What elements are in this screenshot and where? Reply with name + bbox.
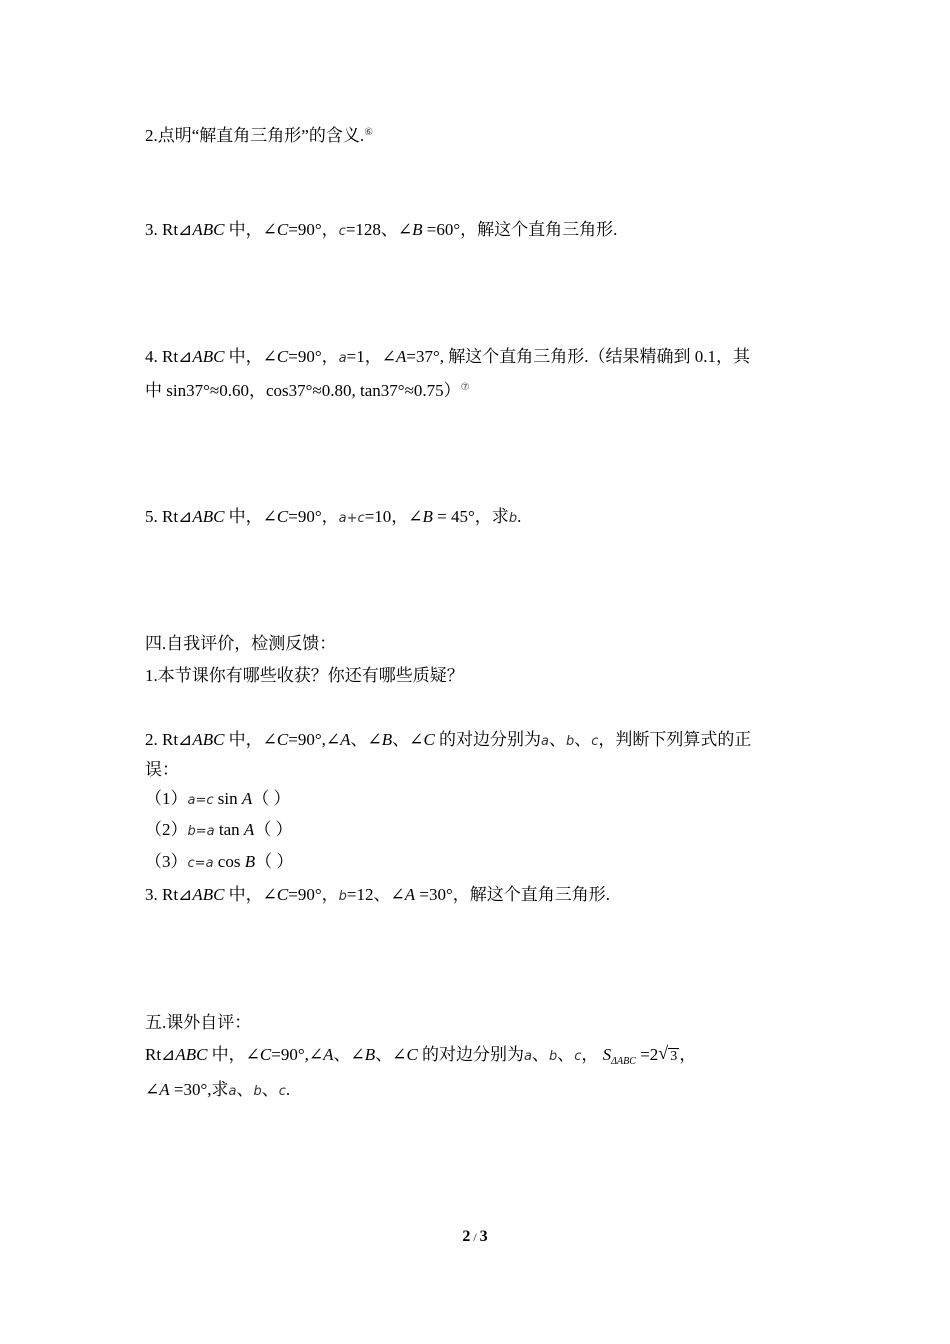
q3-mid3: =12、∠: [346, 885, 405, 904]
judge-2-num: （2）: [145, 820, 188, 839]
item-5-mid4: = 45°，求: [432, 507, 509, 526]
item-4-prefix: 4. Rt⊿: [145, 347, 193, 366]
item-2-text: 2.点明“解直角三角形”的含义.: [145, 126, 365, 145]
judge-item-1: [145, 787, 291, 813]
item-5-mid3: =10，∠: [364, 507, 423, 526]
item-4-var-a: a: [338, 351, 347, 366]
s5-var-c: c: [574, 1049, 582, 1064]
item-4-line-1: [145, 345, 750, 371]
item-4-mid3: =1，∠: [346, 347, 396, 366]
s5-mid3: 、∠: [333, 1045, 365, 1064]
item-4-triangle: ABC: [192, 347, 225, 366]
item-3-mid2: =90°，: [288, 220, 339, 239]
s5l2-var-b: b: [253, 1084, 262, 1099]
s5l2-var-a: a: [228, 1084, 237, 1099]
judge-1-rhs: c: [206, 793, 214, 808]
judge-3-fn: cos: [213, 852, 245, 871]
judge-1-eq: =: [195, 793, 207, 808]
section-4-q2-line-2: 误：: [145, 760, 179, 779]
s5-area-symbol: S: [602, 1045, 612, 1064]
s5-area-subscript: ΔABC: [611, 1056, 636, 1067]
q3-var-b: b: [338, 889, 347, 904]
item-3-angle-b: B: [412, 220, 423, 239]
item-3-suffix: =60°，解这个直角三角形.: [422, 220, 618, 239]
q3-prefix: 3. Rt⊿: [145, 885, 193, 904]
section-4-q2-line-1: [145, 728, 751, 754]
judge-1-fn: sin: [213, 789, 242, 808]
q2-sep2: 、: [574, 730, 592, 749]
judge-item-3: [145, 850, 293, 876]
q3-angle-a: A: [404, 885, 416, 904]
judge-1-lhs: a: [187, 793, 196, 808]
judge-2-lhs: b: [187, 824, 196, 839]
q2-sep1: 、: [549, 730, 566, 749]
footnote-marker-6: ⑥: [364, 127, 374, 138]
s5-angle-c: C: [259, 1045, 272, 1064]
item-3-triangle: ABC: [192, 220, 225, 239]
item-3: [145, 218, 617, 244]
s5l2-var-c: c: [278, 1084, 286, 1099]
s5-mid4: 、∠: [375, 1045, 407, 1064]
judge-1-answer-blank: （ ）: [252, 789, 291, 808]
s5-mid6: ，: [581, 1045, 603, 1064]
sqrt-radicand: 3: [670, 1049, 678, 1064]
q3-suffix: =30°，解这个直角三角形.: [415, 885, 611, 904]
judge-2-fn: tan: [214, 820, 244, 839]
s5-var-b: b: [549, 1049, 558, 1064]
q2-angle-b: B: [381, 730, 393, 749]
s5-mid2: =90°,∠: [271, 1045, 324, 1064]
q2-var-b: b: [566, 734, 575, 749]
item-5-var-c: c: [357, 511, 365, 526]
item-5-suffix: .: [517, 507, 522, 526]
item-4-line-2-text: 中 sin37°≈0.60，cos37°≈0.80, tan37°≈0.75）: [145, 381, 461, 400]
judge-2-arg: A: [243, 820, 255, 839]
q2-angle-c: C: [276, 730, 289, 749]
s5-triangle: ABC: [175, 1045, 208, 1064]
judge-3-answer-blank: （ ）: [255, 852, 294, 871]
judge-item-2: [145, 818, 293, 844]
footnote-marker-7: ⑦: [460, 382, 470, 393]
s5-sep2: 、: [557, 1045, 575, 1064]
s5-angle-b: B: [364, 1045, 376, 1064]
q3-mid2: =90°，: [288, 885, 339, 904]
section-5-line-1: [145, 1043, 696, 1074]
s5l2-sep1: 、: [236, 1080, 254, 1099]
s5l2-angle-a: A: [159, 1080, 170, 1099]
section-4-q3: [145, 883, 610, 909]
q2-mid5: 的对边分别为: [434, 730, 542, 749]
judge-3-rhs: a: [205, 856, 214, 871]
item-3-var-c: c: [338, 224, 346, 239]
q2-angle-a: A: [340, 730, 351, 749]
judge-3-eq: =: [194, 856, 206, 871]
s5l2-prefix: ∠: [145, 1080, 160, 1099]
q2-suffix: ，判断下列算式的正: [598, 730, 752, 749]
q2-prefix: 2. Rt⊿: [145, 730, 193, 749]
item-5-prefix: 5. Rt⊿: [145, 507, 193, 526]
s5-eq: =2: [635, 1045, 659, 1064]
q2-mid1: 中，∠: [224, 730, 277, 749]
item-3-prefix: 3. Rt⊿: [145, 220, 193, 239]
judge-2-eq: =: [195, 824, 207, 839]
page-total: 3: [479, 1228, 488, 1245]
item-4-mid2: =90°，: [288, 347, 339, 366]
s5-prefix: Rt⊿: [145, 1045, 176, 1064]
judge-3-lhs: c: [187, 856, 195, 871]
section-5-line-2: [145, 1078, 290, 1104]
judge-1-num: （1）: [145, 789, 188, 808]
q2-var-c: c: [591, 734, 599, 749]
q3-mid1: 中，∠: [224, 885, 277, 904]
judge-1-arg: A: [241, 789, 253, 808]
q3-angle-c: C: [276, 885, 289, 904]
q2-var-a: a: [541, 734, 549, 749]
section-4-q1: 1.本节课你有哪些收获？你还有哪些质疑？: [145, 666, 464, 685]
item-5: [145, 505, 521, 531]
item-3-mid3: =128、∠: [345, 220, 413, 239]
item-2: [145, 121, 373, 148]
item-5-angle-c: C: [276, 507, 289, 526]
s5l2-sep2: 、: [261, 1080, 279, 1099]
item-4-mid1: 中，∠: [224, 347, 277, 366]
judge-2-rhs: a: [206, 824, 215, 839]
q2-mid3: 、∠: [350, 730, 382, 749]
s5-angle-c2: C: [406, 1045, 418, 1064]
q2-triangle: ABC: [192, 730, 225, 749]
item-5-var-a: a: [338, 511, 347, 526]
item-4-suffix: =37°, 解这个直角三角形.（结果精确到 0.1，其: [406, 347, 750, 366]
section-5-heading: 五.课外自评：: [145, 1013, 252, 1032]
item-5-mid2: =90°，: [288, 507, 339, 526]
s5l2-suffix: .: [285, 1080, 291, 1099]
s5-var-a: a: [524, 1049, 532, 1064]
sqrt-symbol: √ 3: [658, 1043, 678, 1064]
item-3-angle-c: C: [276, 220, 289, 239]
item-4-angle-c: C: [276, 347, 289, 366]
q2-mid4: 、∠: [392, 730, 424, 749]
item-5-plus: +: [346, 511, 358, 526]
s5-angle-a: A: [323, 1045, 334, 1064]
q3-triangle: ABC: [192, 885, 225, 904]
item-4-line-2: [145, 376, 470, 403]
judge-2-answer-blank: （ ）: [254, 820, 293, 839]
s5-mid5: 的对边分别为: [417, 1045, 525, 1064]
page-current: 2: [462, 1228, 471, 1245]
item-5-mid1: 中，∠: [224, 507, 277, 526]
s5-suffix: ，: [679, 1045, 697, 1064]
item-4-angle-a: A: [395, 347, 407, 366]
section-4-heading: 四.自我评价，检测反馈：: [145, 634, 337, 653]
item-5-triangle: ABC: [192, 507, 225, 526]
q2-mid2: =90°,∠: [288, 730, 341, 749]
q2-angle-c2: C: [423, 730, 435, 749]
item-3-mid1: 中，∠: [224, 220, 277, 239]
s5-sep1: 、: [532, 1045, 549, 1064]
item-5-var-b: b: [508, 511, 518, 526]
s5l2-mid: =30°,求: [169, 1080, 229, 1099]
page-number: [0, 1228, 950, 1246]
judge-3-arg: B: [244, 852, 256, 871]
page-separator: /: [470, 1230, 480, 1244]
s5-mid1: 中，∠: [207, 1045, 260, 1064]
judge-3-num: （3）: [145, 852, 188, 871]
item-5-angle-b: B: [422, 507, 433, 526]
